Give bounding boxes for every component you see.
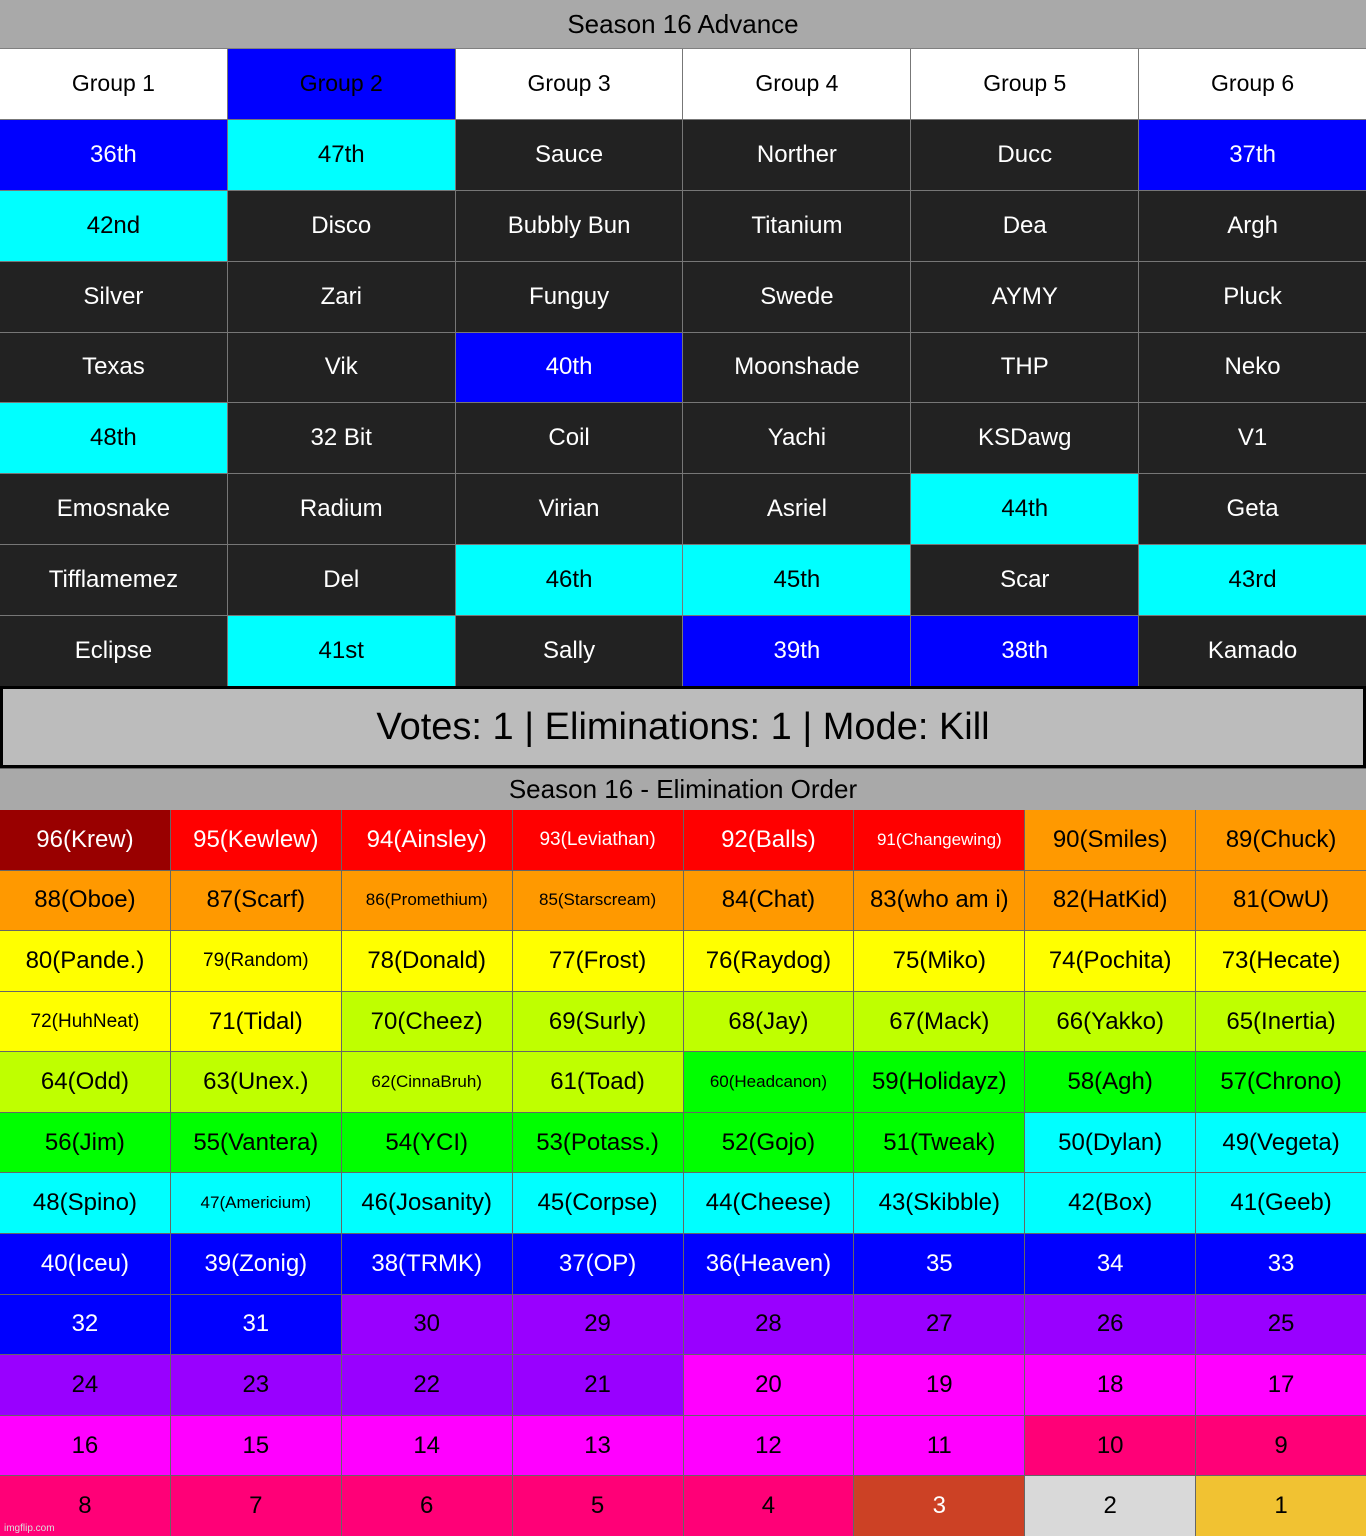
elimination-cell: 70(Cheez) — [342, 992, 512, 1052]
elimination-cell: 92(Balls) — [684, 810, 854, 870]
elimination-cell: 20 — [684, 1355, 854, 1415]
advance-title: Season 16 Advance — [0, 0, 1366, 49]
advance-cell: Kamado — [1139, 616, 1366, 686]
elimination-cell: 95(Kewlew) — [171, 810, 341, 870]
elimination-cell: 68(Jay) — [684, 992, 854, 1052]
elimination-cell: 25 — [1196, 1295, 1366, 1355]
status-bar — [0, 686, 1366, 768]
elimination-cell: 80(Pande.) — [0, 931, 170, 991]
advance-cell: Del — [228, 545, 455, 615]
advance-cell: Asriel — [683, 474, 910, 544]
elimination-cell: 13 — [513, 1416, 683, 1476]
watermark: imgflip.com — [4, 1523, 55, 1534]
elimination-cell: 59(Holidayz) — [854, 1052, 1024, 1112]
status-text: Votes: 1 | Eliminations: 1 | Mode: Kill — [3, 689, 1363, 765]
elimination-cell: 39(Zonig) — [171, 1234, 341, 1294]
elimination-cell: 96(Krew) — [0, 810, 170, 870]
elimination-cell: 33 — [1196, 1234, 1366, 1294]
advance-cell: Silver — [0, 262, 227, 332]
elimination-cell: 76(Raydog) — [684, 931, 854, 991]
advance-cell: 39th — [683, 616, 910, 686]
advance-cell: 36th — [0, 120, 227, 190]
elimination-cell: 52(Gojo) — [684, 1113, 854, 1173]
elimination-cell: 71(Tidal) — [171, 992, 341, 1052]
advance-cell: Funguy — [456, 262, 683, 332]
elimination-cell: 89(Chuck) — [1196, 810, 1366, 870]
elimination-cell: 66(Yakko) — [1025, 992, 1195, 1052]
group-header: Group 5 — [911, 49, 1138, 119]
elimination-cell: 8 — [0, 1476, 170, 1536]
elimination-cell: 23 — [171, 1355, 341, 1415]
advance-cell: KSDawg — [911, 403, 1138, 473]
elimination-cell: 61(Toad) — [513, 1052, 683, 1112]
elimination-cell: 14 — [342, 1416, 512, 1476]
advance-cell: Sally — [456, 616, 683, 686]
elimination-cell: 22 — [342, 1355, 512, 1415]
elimination-cell: 83(who am i) — [854, 871, 1024, 931]
elimination-cell: 54(YCI) — [342, 1113, 512, 1173]
elimination-cell: 12 — [684, 1416, 854, 1476]
advance-cell: 46th — [456, 545, 683, 615]
advance-cell: 47th — [228, 120, 455, 190]
advance-cell: Norther — [683, 120, 910, 190]
elimination-cell: 63(Unex.) — [171, 1052, 341, 1112]
advance-cell: Neko — [1139, 333, 1366, 403]
elimination-cell: 32 — [0, 1295, 170, 1355]
advance-cell: Disco — [228, 191, 455, 261]
elimination-cell: 64(Odd) — [0, 1052, 170, 1112]
elimination-cell: 90(Smiles) — [1025, 810, 1195, 870]
elimination-cell: 81(OwU) — [1196, 871, 1366, 931]
elimination-cell: 1 — [1196, 1476, 1366, 1536]
elimination-cell: 35 — [854, 1234, 1024, 1294]
advance-cell: Sauce — [456, 120, 683, 190]
elimination-cell: 27 — [854, 1295, 1024, 1355]
elimination-cell: 18 — [1025, 1355, 1195, 1415]
elimination-cell: 17 — [1196, 1355, 1366, 1415]
advance-cell: Texas — [0, 333, 227, 403]
elimination-cell: 41(Geeb) — [1196, 1173, 1366, 1233]
advance-table — [0, 49, 1366, 686]
elimination-cell: 47(Americium) — [171, 1173, 341, 1233]
elimination-cell: 58(Agh) — [1025, 1052, 1195, 1112]
elimination-cell: 37(OP) — [513, 1234, 683, 1294]
advance-cell: Moonshade — [683, 333, 910, 403]
elimination-cell: 65(Inertia) — [1196, 992, 1366, 1052]
elimination-cell: 46(Josanity) — [342, 1173, 512, 1233]
elimination-cell: 6 — [342, 1476, 512, 1536]
elimination-cell: 30 — [342, 1295, 512, 1355]
advance-cell: Bubbly Bun — [456, 191, 683, 261]
elimination-cell: 94(Ainsley) — [342, 810, 512, 870]
advance-cell: 38th — [911, 616, 1138, 686]
elimination-cell: 85(Starscream) — [513, 871, 683, 931]
elimination-cell: 21 — [513, 1355, 683, 1415]
group-header: Group 6 — [1139, 49, 1366, 119]
elimination-cell: 34 — [1025, 1234, 1195, 1294]
elimination-cell: 75(Miko) — [854, 931, 1024, 991]
elimination-cell: 86(Promethium) — [342, 871, 512, 931]
advance-cell: 32 Bit — [228, 403, 455, 473]
elimination-cell: 29 — [513, 1295, 683, 1355]
advance-cell: THP — [911, 333, 1138, 403]
advance-cell: Scar — [911, 545, 1138, 615]
advance-cell: Yachi — [683, 403, 910, 473]
elimination-cell: 48(Spino) — [0, 1173, 170, 1233]
elimination-cell: 31 — [171, 1295, 341, 1355]
elimination-title: Season 16 - Elimination Order — [0, 768, 1366, 810]
elimination-cell: 73(Hecate) — [1196, 931, 1366, 991]
elimination-cell: 88(Oboe) — [0, 871, 170, 931]
elimination-cell: 36(Heaven) — [684, 1234, 854, 1294]
elimination-cell: 2 — [1025, 1476, 1195, 1536]
elimination-cell: 10 — [1025, 1416, 1195, 1476]
elimination-cell: 28 — [684, 1295, 854, 1355]
group-header: Group 3 — [456, 49, 683, 119]
elimination-cell: 50(Dylan) — [1025, 1113, 1195, 1173]
advance-cell: 48th — [0, 403, 227, 473]
elimination-cell: 11 — [854, 1416, 1024, 1476]
elimination-cell: 56(Jim) — [0, 1113, 170, 1173]
elimination-cell: 45(Corpse) — [513, 1173, 683, 1233]
elimination-cell: 51(Tweak) — [854, 1113, 1024, 1173]
advance-cell: V1 — [1139, 403, 1366, 473]
elimination-cell: 42(Box) — [1025, 1173, 1195, 1233]
elimination-cell: 3 — [854, 1476, 1024, 1536]
elimination-cell: 7 — [171, 1476, 341, 1536]
advance-cell: Emosnake — [0, 474, 227, 544]
elimination-cell: 53(Potass.) — [513, 1113, 683, 1173]
group-header: Group 1 — [0, 49, 227, 119]
elimination-cell: 57(Chrono) — [1196, 1052, 1366, 1112]
elimination-cell: 26 — [1025, 1295, 1195, 1355]
elimination-cell: 38(TRMK) — [342, 1234, 512, 1294]
advance-cell: Swede — [683, 262, 910, 332]
advance-cell: Argh — [1139, 191, 1366, 261]
advance-cell: Vik — [228, 333, 455, 403]
elimination-cell: 91(Changewing) — [854, 810, 1024, 870]
advance-cell: Geta — [1139, 474, 1366, 544]
advance-cell: 42nd — [0, 191, 227, 261]
advance-cell: Radium — [228, 474, 455, 544]
advance-cell: Eclipse — [0, 616, 227, 686]
advance-cell: 44th — [911, 474, 1138, 544]
elimination-cell: 40(Iceu) — [0, 1234, 170, 1294]
elimination-cell: 4 — [684, 1476, 854, 1536]
advance-cell: Zari — [228, 262, 455, 332]
advance-cell: 43rd — [1139, 545, 1366, 615]
advance-cell: 41st — [228, 616, 455, 686]
elimination-cell: 49(Vegeta) — [1196, 1113, 1366, 1173]
elimination-cell: 55(Vantera) — [171, 1113, 341, 1173]
elimination-cell: 74(Pochita) — [1025, 931, 1195, 991]
elimination-cell: 19 — [854, 1355, 1024, 1415]
elimination-cell: 44(Cheese) — [684, 1173, 854, 1233]
advance-cell: 37th — [1139, 120, 1366, 190]
elimination-cell: 69(Surly) — [513, 992, 683, 1052]
advance-cell: 40th — [456, 333, 683, 403]
elimination-cell: 84(Chat) — [684, 871, 854, 931]
elimination-cell: 16 — [0, 1416, 170, 1476]
elimination-cell: 82(HatKid) — [1025, 871, 1195, 931]
elimination-cell: 77(Frost) — [513, 931, 683, 991]
advance-cell: 45th — [683, 545, 910, 615]
elimination-cell: 79(Random) — [171, 931, 341, 991]
group-header: Group 4 — [683, 49, 910, 119]
advance-cell: Ducc — [911, 120, 1138, 190]
elimination-cell: 43(Skibble) — [854, 1173, 1024, 1233]
elimination-cell: 67(Mack) — [854, 992, 1024, 1052]
elimination-cell: 87(Scarf) — [171, 871, 341, 931]
advance-cell: Coil — [456, 403, 683, 473]
advance-cell: Titanium — [683, 191, 910, 261]
advance-cell: Virian — [456, 474, 683, 544]
elimination-table — [0, 810, 1366, 1536]
elimination-cell: 15 — [171, 1416, 341, 1476]
elimination-cell: 62(CinnaBruh) — [342, 1052, 512, 1112]
elimination-cell: 78(Donald) — [342, 931, 512, 991]
elimination-cell: 24 — [0, 1355, 170, 1415]
advance-cell: AYMY — [911, 262, 1138, 332]
elimination-cell: 72(HuhNeat) — [0, 992, 170, 1052]
elimination-cell: 93(Leviathan) — [513, 810, 683, 870]
advance-cell: Tifflamemez — [0, 545, 227, 615]
elimination-cell: 5 — [513, 1476, 683, 1536]
elimination-cell: 9 — [1196, 1416, 1366, 1476]
advance-cell: Dea — [911, 191, 1138, 261]
elimination-cell: 60(Headcanon) — [684, 1052, 854, 1112]
group-header: Group 2 — [228, 49, 455, 119]
advance-cell: Pluck — [1139, 262, 1366, 332]
